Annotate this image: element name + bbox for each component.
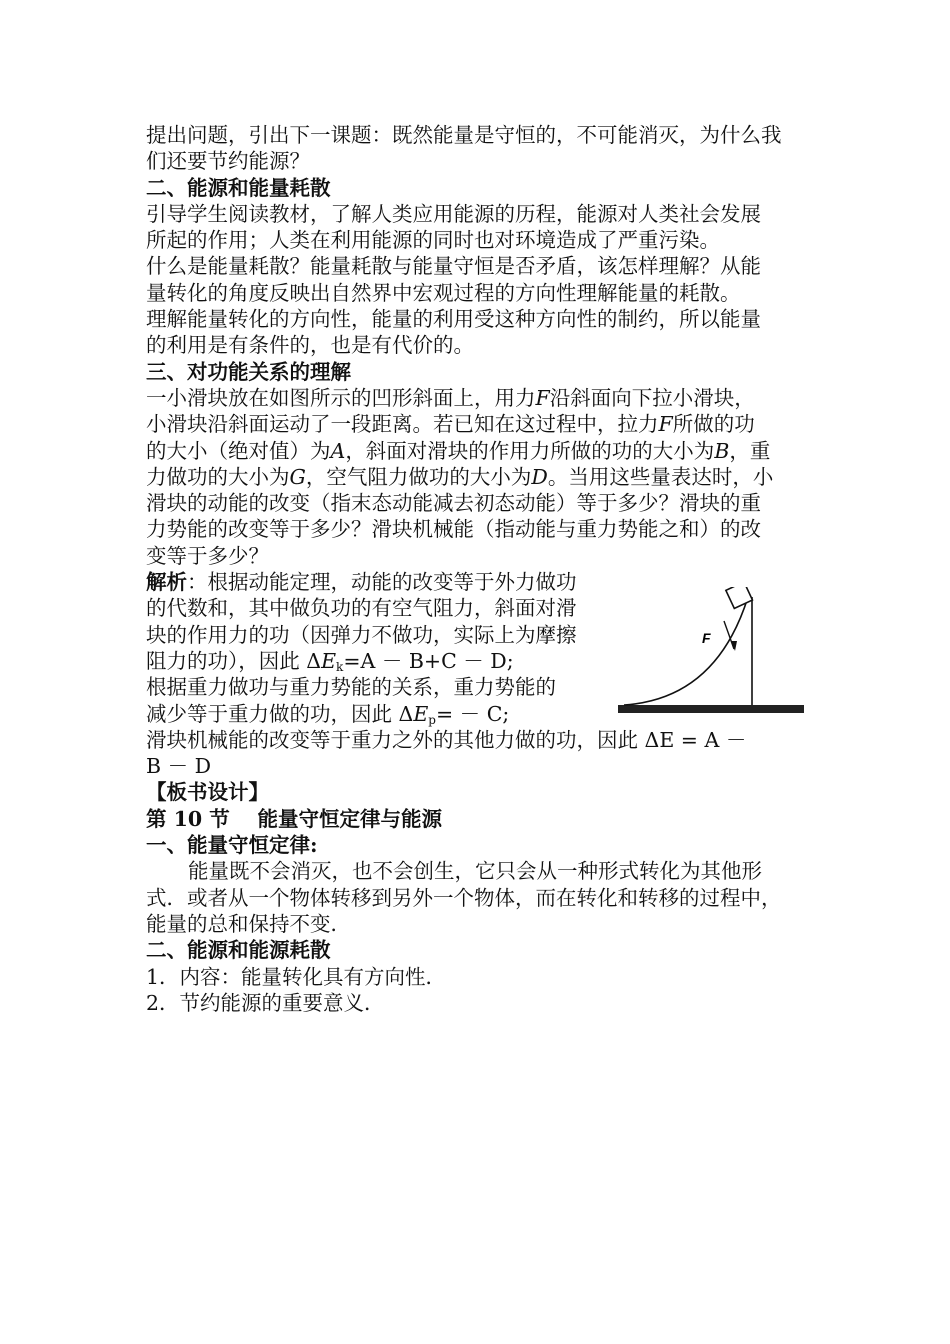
board-part-1-line: 能量既不会消灭，也不会创生，它只会从一种形式转化为其他形 (188, 859, 762, 884)
section-2-heading: 二、能源和能量耗散 (146, 175, 331, 200)
analysis-line: 块的作用力的功（因弹力不做功，实际上为摩擦 (146, 622, 577, 647)
section-3-heading: 三、对功能关系的理解 (146, 359, 351, 384)
section-2-line: 什么是能量耗散？能量耗散与能量守恒是否矛盾，该怎样理解？从能 (146, 254, 761, 279)
ground (618, 705, 804, 713)
board-title: 【板书设计】 (146, 780, 269, 805)
problem-line: 力势能的改变等于多少？滑块机械能（指动能与重力势能之和）的改 (146, 517, 761, 542)
force-arrowhead (731, 641, 737, 651)
section-2-line: 所起的作用；人类在利用能源的同时也对环境造成了严重污染。 (146, 228, 720, 253)
analysis-line: 解析：根据动能定理，动能的改变等于外力做功 (146, 570, 577, 595)
problem-line: 小滑块沿斜面运动了一段距离。若已知在这过程中，拉力F所做的功 (146, 412, 755, 437)
curved-incline (624, 597, 748, 705)
problem-line: 滑块的动能的改变（指末态动能减去初态动能）等于多少？滑块的重 (146, 491, 761, 516)
section-2-line: 的利用是有条件的，也是有代价的。 (146, 333, 474, 358)
board-part-1-line: 式．或者从一个物体转移到另外一个物体，而在转化和转移的过程中， (146, 885, 782, 910)
analysis-line: 减少等于重力做的功，因此 $\Delta E_p= - C$; (146, 701, 510, 727)
section-2-line: 引导学生阅读教材，了解人类应用能源的历程，能源对人类社会发展 (146, 201, 761, 226)
section-2-line: 理解能量转化的方向性，能量的利用受这种方向性的制约，所以能量 (146, 307, 761, 332)
analysis-line: 滑块机械能的改变等于重力之外的其他力做的功，因此 ΔE = A － (146, 727, 747, 752)
problem-line: 变等于多少？ (146, 543, 269, 568)
analysis-line: 阻力的功），因此 $\Delta E_k=A - B+C - D$; (146, 648, 514, 674)
intro-line-1: 提出问题，引出下一课题：既然能量是守恒的，不可能消灭，为什么我 (146, 123, 782, 147)
problem-line: 的大小（绝对值）为A，斜面对滑块的作用力所做的功的大小为B，重 (146, 438, 771, 463)
board-item: 2．节约能源的重要意义． (146, 990, 385, 1015)
analysis-line: B － D (146, 754, 212, 779)
slider-block (726, 587, 753, 608)
board-item: 1．内容：能量转化具有方向性． (146, 964, 447, 989)
board-part-1-line: 能量的总和保持不变． (146, 911, 351, 936)
problem-line: 力做功的大小为G，空气阻力做功的大小为D。当用这些量表达时，小 (146, 464, 774, 489)
analysis-line: 根据重力做功与重力势能的关系，重力势能的 (146, 675, 556, 700)
slope-figure (616, 587, 806, 727)
force-label: F (702, 630, 711, 647)
document-page (146, 122, 826, 1016)
analysis-label: 解析 (146, 570, 187, 595)
section-2-line: 量转化的角度反映出自然界中宏观过程的方向性理解能量的耗散。 (146, 280, 741, 305)
board-section-title: 第 10 节 能量守恒定律与能源 (146, 806, 442, 831)
analysis-line: 的代数和，其中做负功的有空气阻力，斜面对滑 (146, 596, 577, 621)
intro-line-2: 们还要节约能源？ (146, 149, 310, 174)
analysis-block (146, 569, 826, 779)
problem-line: 一小滑块放在如图所示的凹形斜面上，用力F沿斜面向下拉小滑块， (146, 385, 755, 410)
board-part-2-title: 二、能源和能源耗散 (146, 938, 331, 963)
board-part-1-title: 一、能量守恒定律: (146, 833, 318, 858)
